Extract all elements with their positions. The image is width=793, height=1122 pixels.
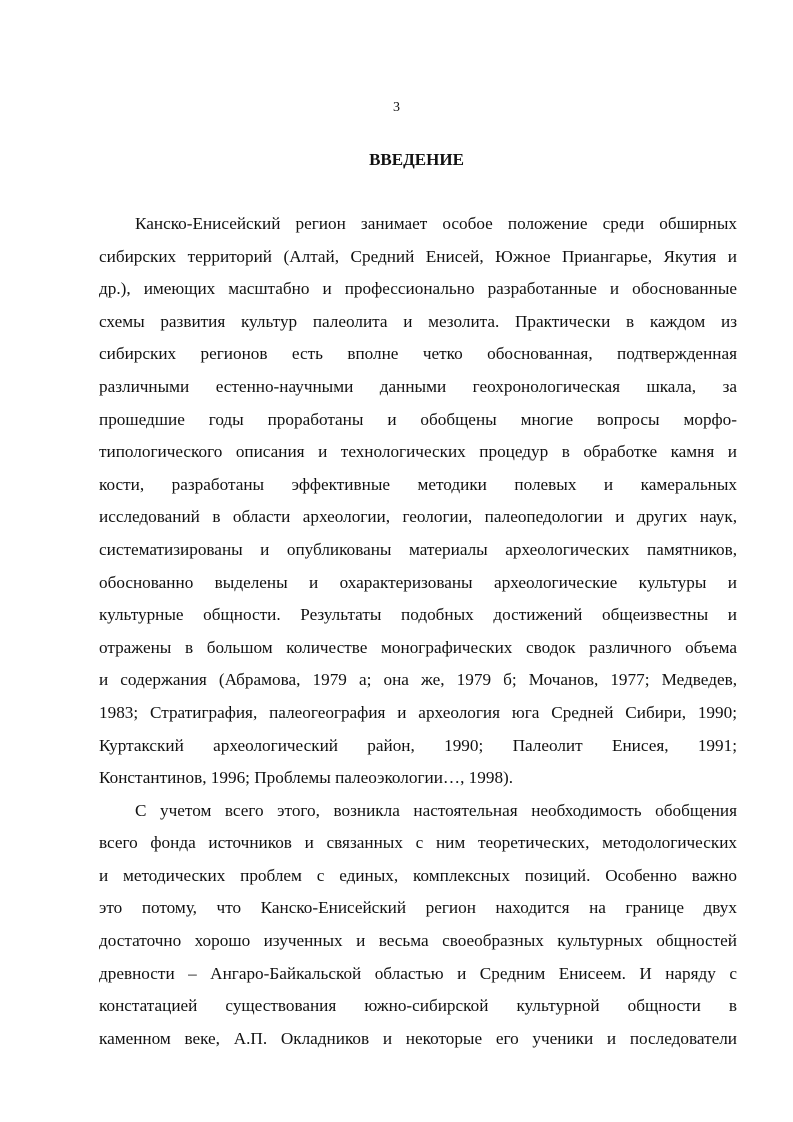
text-line: 1983; Стратиграфия, палеогеография и археология юга Средней Сибири, 1990; bbox=[99, 702, 737, 722]
text-line: различными естенно-научными данными геохронологическая шкала, за bbox=[99, 376, 737, 396]
text-line: Куртакский археологический район, 1990; Палеолит Енисея, 1991; bbox=[99, 735, 737, 755]
text-line: всего фонда источников и связанных с ним теоретических, методологических bbox=[99, 833, 737, 853]
page-title: ВВЕДЕНИЕ bbox=[369, 150, 464, 169]
text-line: кости, разработаны эффективные методики полевых и камеральных bbox=[99, 474, 737, 494]
text-line: и содержания (Абрамова, 1979 а; она же, 1979 б; Мочанов, 1977; Медведев, bbox=[99, 670, 737, 690]
page-number: 3 bbox=[393, 100, 400, 115]
text-line: прошедшие годы проработаны и обобщены многие вопросы морфо- bbox=[99, 409, 737, 429]
text-line: отражены в большом количестве монографических сводок различного объема bbox=[99, 637, 737, 657]
text-line: констатацией существования южно-сибирской культурной общности в bbox=[99, 996, 737, 1016]
text-line: и методических проблем с единых, комплексных позиций. Особенно важно bbox=[99, 865, 737, 885]
text-line: Константинов, 1996; Проблемы палеоэкологии…, 1998). bbox=[99, 768, 514, 788]
text-line: достаточно хорошо изученных и весьма своеобразных культурных общностей bbox=[99, 931, 737, 951]
text-line: исследований в области археологии, геологии, палеопедологии и других наук, bbox=[99, 507, 737, 527]
body-text bbox=[99, 208, 737, 1055]
text-line: обоснованно выделены и охарактеризованы археологические культуры и bbox=[99, 572, 737, 592]
text-line: С учетом всего этого, возникла настоятельная необходимость обобщения bbox=[135, 800, 737, 820]
text-line: каменном веке, А.П. Окладников и некоторые его ученики и последователи bbox=[99, 1028, 737, 1048]
text-line: др.), имеющих масштабно и профессионально разработанные и обоснованные bbox=[99, 279, 737, 299]
text-line: схемы развития культур палеолита и мезолита. Практически в каждом из bbox=[99, 311, 737, 331]
text-line: культурные общности. Результаты подобных достижений общеизвестны и bbox=[99, 605, 737, 625]
text-line: Канско-Енисейский регион занимает особое положение среди обширных bbox=[135, 214, 737, 233]
text-line: систематизированы и опубликованы материалы археологических памятников, bbox=[99, 539, 737, 559]
text-line: сибирских регионов есть вполне четко обоснованная, подтвержденная bbox=[99, 344, 737, 364]
text-line: типологического описания и технологических процедур в обработке камня и bbox=[99, 442, 737, 462]
text-line: это потому, что Канско-Енисейский регион находится на границе двух bbox=[99, 898, 737, 918]
text-line: древности – Ангаро-Байкальской областью и Средним Енисеем. И наряду с bbox=[99, 963, 737, 983]
text-line: сибирских территорий (Алтай, Средний Енисей, Южное Приангарье, Якутия и bbox=[99, 246, 737, 266]
